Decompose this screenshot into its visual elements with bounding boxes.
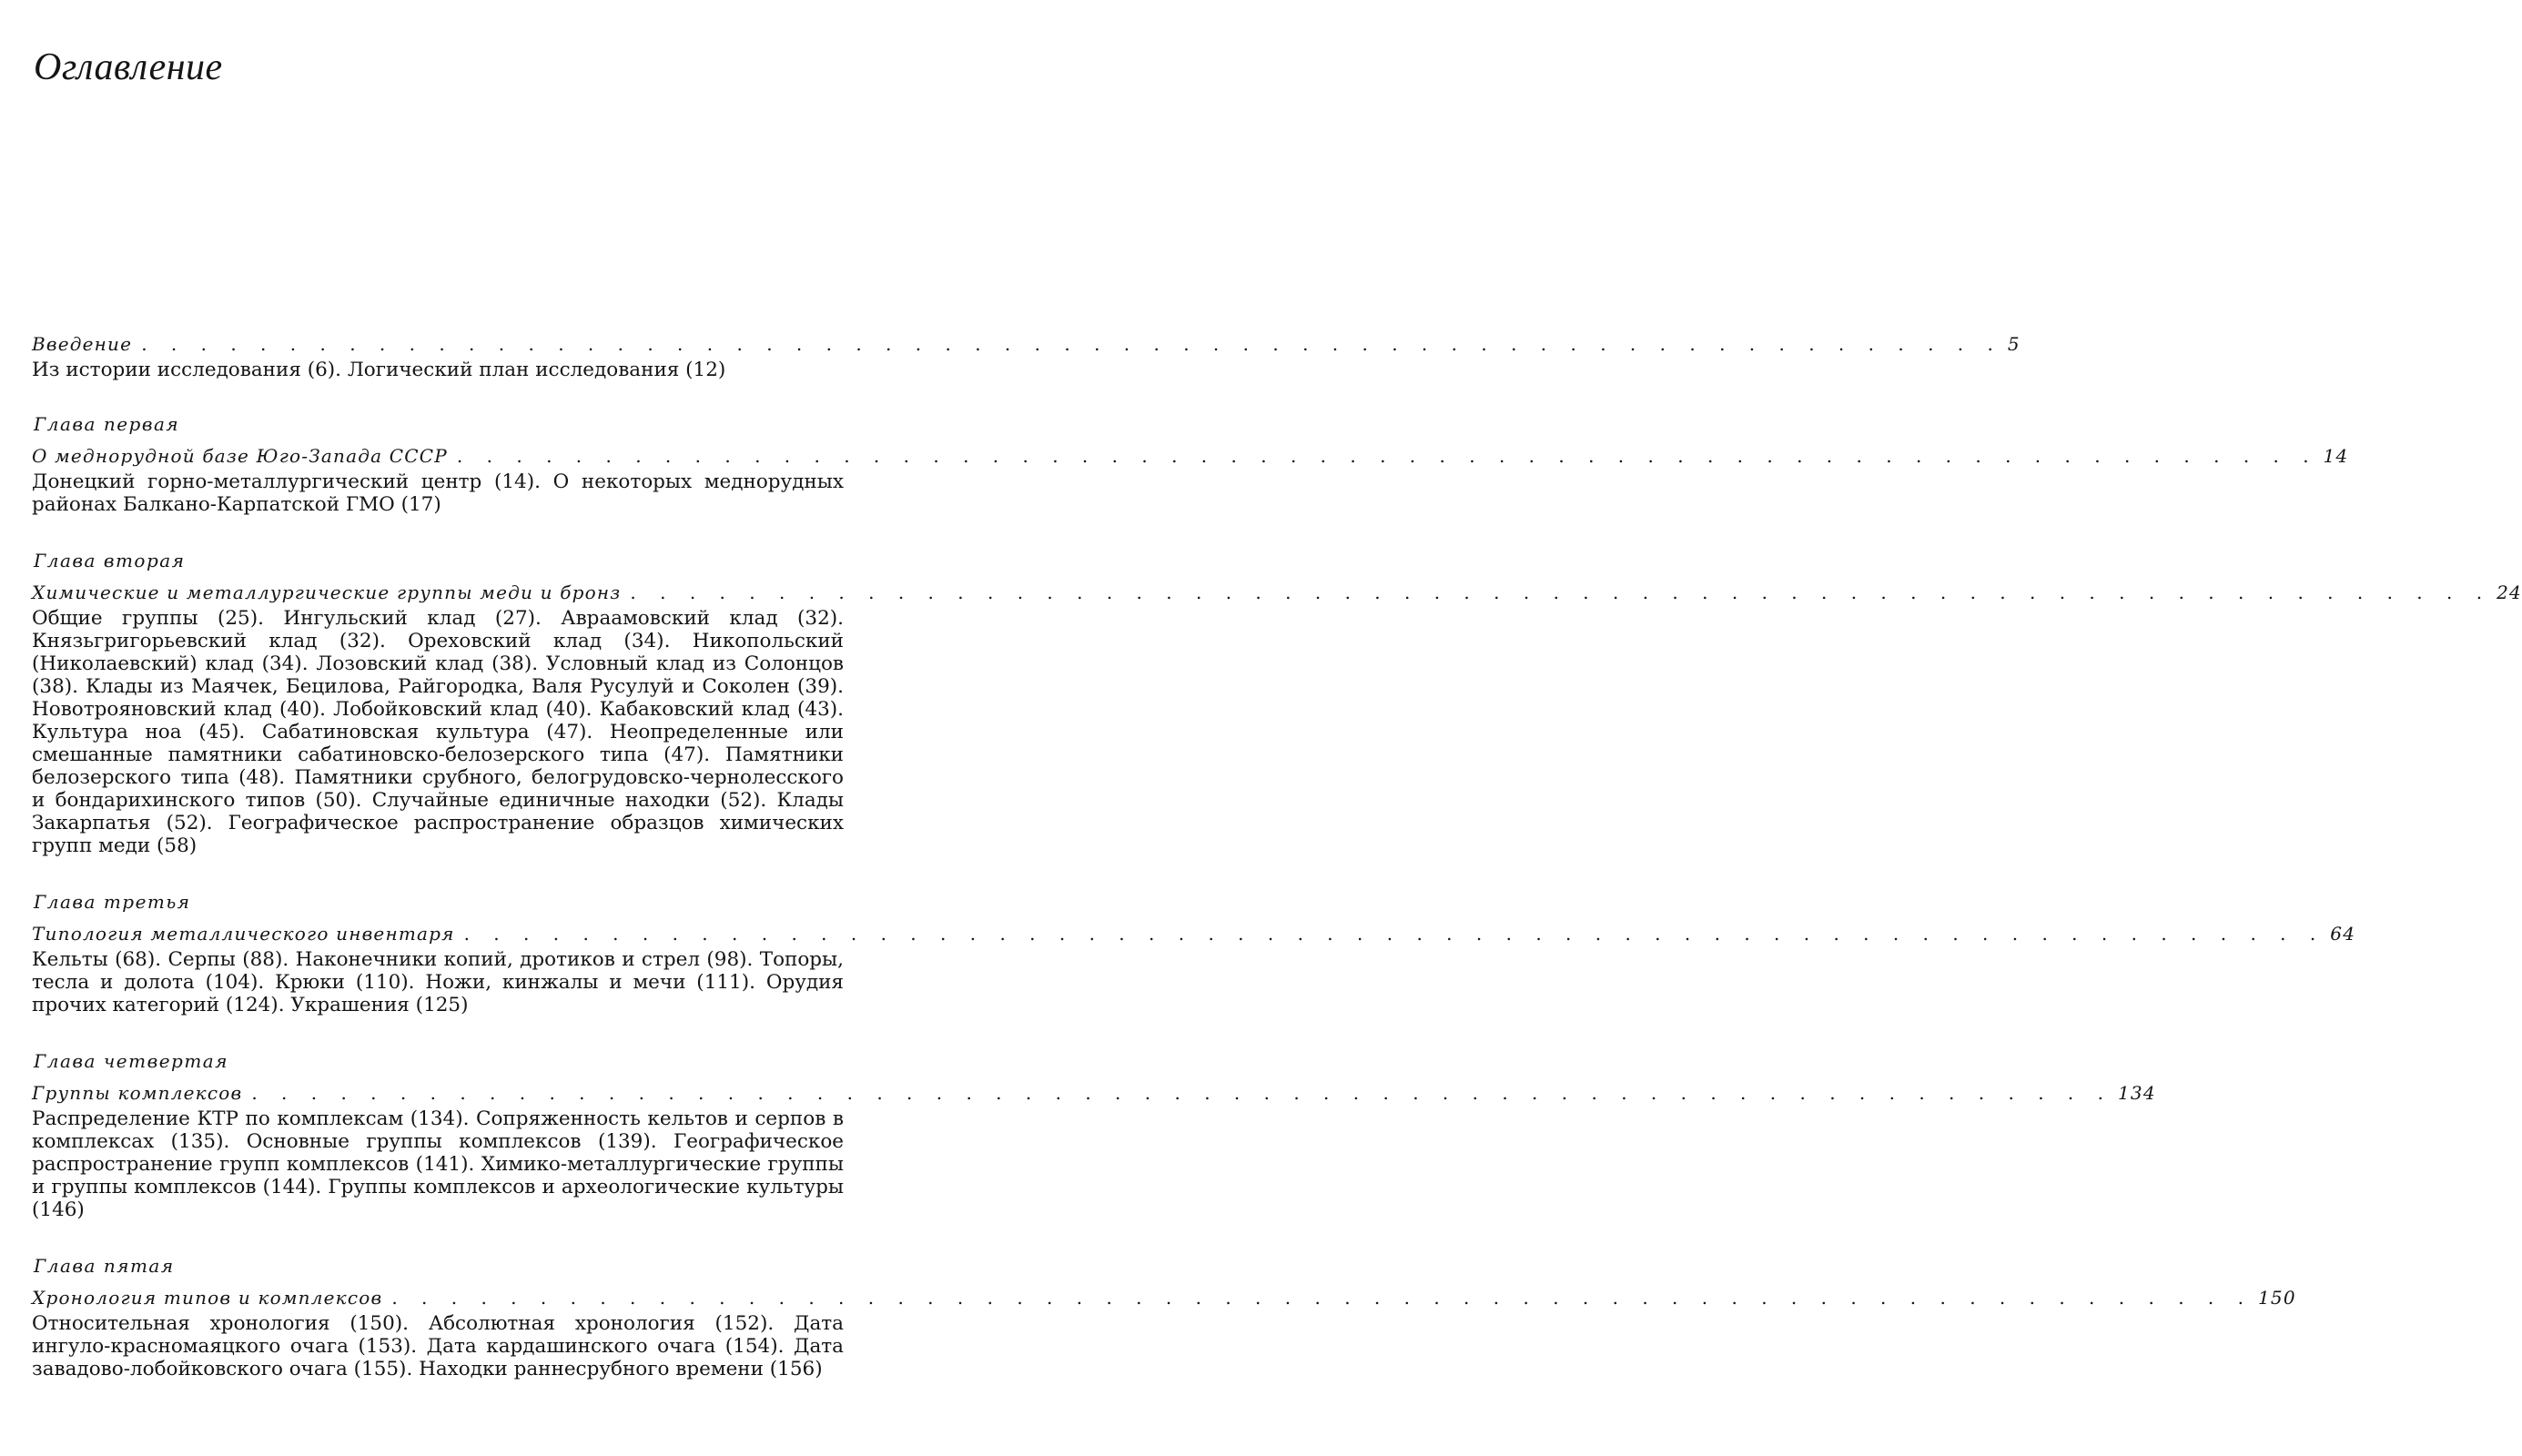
toc-entry-row[interactable] (32, 581, 2522, 607)
toc-page-number: 5 (2007, 333, 2021, 355)
toc-section-chapter-2 (32, 549, 2522, 857)
toc-entry-row[interactable] (32, 333, 2021, 359)
toc-leader-dots: . . . . . . . . . . . . . . . . . . . . . . . . . . . . . . . . . . . . . . . . . . . . . . . . . . . . . . . . . . . . . . . (391, 1287, 2253, 1309)
toc-entry-desc: Относительная хронология (150). Абсолютная хронология (152). Дата ингуло-красномаяцкого очага (153). Дата кардашинского очага (154). Дата завадово-лобойковского очага (155). Находки раннесрубного времени (156) (32, 1312, 844, 1380)
toc-leader-dots: . . . . . . . . . . . . . . . . . . . . . . . . . . . . . . . . . . . . . . . . . . . . . . . . . . . . . . . . . . . . . . . (141, 333, 2002, 355)
chapter-label: Глава четвертая (34, 1050, 228, 1072)
toc-page-number: 14 (2323, 445, 2349, 467)
toc-entry-title: О меднорудной базе Юго-Запада СССР (32, 445, 448, 467)
toc-page-number: 134 (2118, 1082, 2156, 1104)
toc-entry-title: Введение (32, 333, 133, 355)
toc-section-chapter-3 (32, 890, 2356, 1016)
toc-entry-title: Группы комплексов (32, 1082, 243, 1104)
toc-leader-dots: . . . . . . . . . . . . . . . . . . . . . . . . . . . . . . . . . . . . . . . . . . . . . . . . . . . . . . . . . . . . . . . (456, 445, 2318, 467)
chapter-label: Глава третья (34, 891, 191, 913)
toc-entry-desc: Кельты (68). Серпы (88). Наконечники копий, дротиков и стрел (98). Топоры, тесла и долота (104). Крюки (110). Ножи, кинжалы и мечи (111). Орудия прочих категорий (124). Украшения (125) (32, 948, 844, 1016)
toc-section-chapter-4 (32, 1049, 2156, 1221)
toc-leader-dots: . . . . . . . . . . . . . . . . . . . . . . . . . . . . . . . . . . . . . . . . . . . . . . . . . . . . . . . . . . . . . . . (251, 1082, 2112, 1104)
toc-page-number: 64 (2330, 923, 2356, 945)
toc-entry-title: Хронология типов и комплексов (32, 1287, 383, 1309)
table-of-contents (32, 333, 2522, 1413)
toc-page-number: 24 (2497, 581, 2522, 603)
page-title: Оглавление (34, 46, 223, 88)
toc-leader-dots: . . . . . . . . . . . . . . . . . . . . . . . . . . . . . . . . . . . . . . . . . . . . . . . . . . . . . . . . . . . . . . . (630, 581, 2492, 603)
chapter-label: Глава пятая (34, 1255, 175, 1277)
toc-entry-desc: Из истории исследования (6). Логический план исследования (12) (32, 359, 726, 381)
toc-section-chapter-5 (32, 1254, 2296, 1380)
chapter-label: Глава вторая (34, 550, 186, 571)
chapter-label: Глава первая (34, 413, 180, 435)
toc-section-intro (32, 333, 2021, 381)
toc-entry-title: Химические и металлургические группы меди и бронз (32, 581, 622, 603)
toc-entry-desc: Донецкий горно-металлургический центр (14). О некоторых меднорудных районах Балкано-Карпатской ГМО (17) (32, 470, 844, 516)
toc-entry-row[interactable] (32, 1287, 2296, 1312)
toc-entry-row[interactable] (32, 1082, 2156, 1107)
toc-entry-title: Типология металлического инвентаря (32, 923, 455, 945)
toc-leader-dots: . . . . . . . . . . . . . . . . . . . . . . . . . . . . . . . . . . . . . . . . . . . . . . . . . . . . . . . . . . . . . . . (463, 923, 2325, 945)
toc-entry-desc: Общие группы (25). Ингульский клад (27). Авраамовский клад (32). Князьгригорьевский клад (32). Ореховский клад (34). Никопольский (Николаевский) клад (34). Лозовский клад (38). Условный клад из Солонцов (38). Клады из Маячек, Бецилова, Райгородка, Валя Русулуй и Соколен (39). Новотрояновский клад (40). Лобойковский клад (40). Кабаковский клад (43). Культура ноа (45). Сабатиновская культура (47). Неопределенные или смешанные памятники сабатиновско-белозерского типа (47). Памятники белозерского типа (48). Памятники срубного, белогрудовско-чернолесского и бондарихинского типов (50). Случайные единичные находки (52). Клады Закарпатья (52). Географическое распространение образцов химических групп меди (58) (32, 607, 844, 857)
toc-entry-row[interactable] (32, 923, 2356, 948)
toc-section-chapter-1 (32, 412, 2349, 516)
toc-page-number: 150 (2258, 1287, 2296, 1309)
toc-entry-desc: Распределение КТР по комплексам (134). Сопряженность кельтов и серпов в комплексах (135). Основные группы комплексов (139). Географическое распространение групп комплексов (141). Химико-металлургические группы и группы комплексов (144). Группы комплексов и археологические культуры (146) (32, 1107, 844, 1221)
toc-entry-row[interactable] (32, 445, 2349, 470)
